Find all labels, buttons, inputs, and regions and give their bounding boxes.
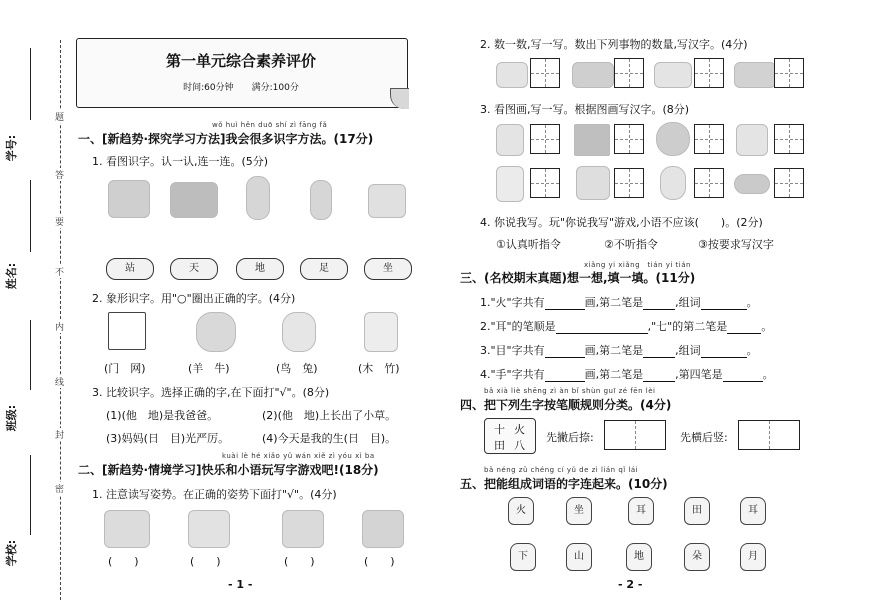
answer-blank[interactable]: [723, 369, 763, 382]
fill-item-2[interactable]: 2."耳"的笔顺是 ,"七"的第二笔是 。: [480, 320, 773, 333]
draw-box-1[interactable]: [530, 124, 560, 154]
section5-pinyin: bǎ néng zǔ chéng cí yǔ de zì lián qǐ lái: [484, 466, 639, 474]
answer-blank[interactable]: [727, 321, 761, 334]
category-label-2: 先横后竖:: [680, 431, 728, 444]
fill-item-text: ,组词: [675, 344, 701, 357]
fill-item-4[interactable]: 4."手"字共有 画,第二笔是 ,第四笔是 。: [480, 368, 774, 381]
word-jar-top[interactable]: 耳: [740, 497, 766, 525]
word-jar-bottom[interactable]: 月: [740, 543, 766, 571]
draw-box-7[interactable]: [694, 168, 724, 198]
fill-item-text: 1."火"字共有: [480, 296, 545, 309]
fill-item-text: 3."目"字共有: [480, 344, 545, 357]
fill-item-text: ,第四笔是: [675, 368, 723, 381]
q4-option[interactable]: ③按要求写汉字: [698, 238, 774, 251]
word-jar-top[interactable]: 田: [684, 497, 710, 525]
q3-item[interactable]: (1)(他 地)是我爸爸。: [106, 409, 219, 422]
word-jar-top[interactable]: 火: [508, 497, 534, 525]
school-label: 学校:: [5, 539, 19, 567]
seal-word: 内: [55, 320, 64, 333]
posture-answer-paren[interactable]: ( ): [364, 555, 395, 568]
answer-blank[interactable]: [545, 297, 585, 310]
count-box-1[interactable]: [530, 58, 560, 88]
posture-answer-paren[interactable]: ( ): [190, 555, 221, 568]
word-cloud-di[interactable]: 地: [236, 258, 284, 280]
draw-box-4[interactable]: [774, 124, 804, 154]
q2-option[interactable]: (羊 牛): [188, 362, 230, 375]
class-label: 班级:: [5, 404, 19, 432]
answer-blank[interactable]: [643, 297, 675, 310]
word-cloud-zu[interactable]: 足: [300, 258, 348, 280]
seal-word: 封: [55, 428, 64, 441]
page-number-1: - 1 -: [228, 578, 253, 591]
fire-picture: [576, 166, 610, 200]
earth-landscape-picture: [170, 182, 218, 218]
q2-option[interactable]: (门 网): [104, 362, 146, 375]
posture-picture-2: [188, 510, 230, 548]
char-card: [484, 418, 536, 454]
card-char: 八: [514, 439, 525, 452]
section4-heading: 四、把下列生字按笔顺规则分类。(4分): [460, 398, 672, 412]
posture-picture-4: [362, 510, 404, 548]
p2-q2-instruction: 2. 数一数,写一写。数出下列事物的数量,写汉字。(4分): [480, 38, 748, 51]
q2-option[interactable]: (鸟 兔): [276, 362, 318, 375]
hand-picture: [736, 124, 768, 156]
fill-item-text: 2."耳"的笔顺是: [480, 320, 556, 333]
word-jar-top[interactable]: 耳: [628, 497, 654, 525]
school-blank[interactable]: [30, 455, 31, 535]
q4-option[interactable]: ①认真听指令: [496, 238, 561, 251]
rabbit-picture: [282, 312, 316, 352]
word-jar-bottom[interactable]: 朵: [684, 543, 710, 571]
posture-answer-paren[interactable]: ( ): [108, 555, 139, 568]
word-cloud-tian[interactable]: 天: [170, 258, 218, 280]
category-box-1[interactable]: [604, 420, 666, 450]
eye-picture: [734, 174, 770, 194]
word-jar-bottom[interactable]: 山: [566, 543, 592, 571]
standing-child-picture: [246, 176, 270, 220]
name-blank[interactable]: [30, 180, 31, 252]
fill-item-text: 画,第二笔是: [584, 344, 644, 357]
section2-pinyin: kuài lè hé xiǎo yǔ wán xiě zì yóu xì ba: [222, 452, 375, 460]
seal-word: 题: [55, 110, 64, 123]
section4-pinyin: bǎ xià liè shēng zì àn bǐ shùn guī zé fēn lèi: [484, 387, 656, 395]
word-jar-top[interactable]: 坐: [566, 497, 592, 525]
exam-info: 时间:60分钟 满分:100分: [183, 83, 299, 93]
seal-word: 不: [55, 265, 64, 278]
answer-blank[interactable]: [643, 345, 675, 358]
card-char: 田: [494, 439, 505, 452]
category-box-2[interactable]: [738, 420, 800, 450]
count-box-2[interactable]: [614, 58, 644, 88]
answer-blank[interactable]: [643, 369, 675, 382]
section3-pinyin: xiǎng yi xiǎng tián yi tián: [584, 261, 691, 269]
sheep-picture: [196, 312, 236, 352]
card-char: 火: [514, 423, 525, 436]
person-picture: [496, 124, 524, 156]
sun-picture: [656, 122, 690, 156]
section1-heading: 一、[新趋势·探究学习方法]我会很多识字方法。(17分): [78, 132, 374, 146]
seal-word: 答: [55, 168, 64, 181]
feet-picture: [368, 184, 406, 218]
student-id-blank[interactable]: [30, 48, 31, 120]
seal-word: 要: [55, 215, 64, 228]
fill-item-text: ,组词: [675, 296, 701, 309]
word-cloud-zhan[interactable]: 站: [106, 258, 154, 280]
section5-heading: 五、把能组成词语的字连起来。(10分): [460, 477, 668, 491]
draw-box-2[interactable]: [614, 124, 644, 154]
section1-pinyin: wǒ huì hěn duō shí zì fāng fǎ: [212, 121, 328, 129]
draw-box-3[interactable]: [694, 124, 724, 154]
word-jar-bottom[interactable]: 地: [626, 543, 652, 571]
answer-blank[interactable]: [556, 321, 648, 334]
card-char: 十: [494, 423, 505, 436]
fruits-picture: [734, 62, 776, 88]
ear-picture: [660, 166, 686, 200]
bamboo-picture: [364, 312, 398, 352]
q1-instruction: 1. 看图识字。认一认,连一连。(5分): [92, 155, 269, 168]
fill-item-text: 画,第二笔是: [584, 296, 644, 309]
posture-answer-paren[interactable]: ( ): [284, 555, 315, 568]
answer-blank[interactable]: [701, 297, 747, 310]
page-number-2: - 2 -: [618, 578, 643, 591]
q4-option[interactable]: ②不听指令: [604, 238, 658, 251]
fill-item-text: 画,第二笔是: [584, 368, 644, 381]
draw-box-6[interactable]: [614, 168, 644, 198]
class-blank[interactable]: [30, 320, 31, 390]
q3-item[interactable]: (3)妈妈(日 目)光严厉。: [106, 432, 230, 445]
name-label: 姓名:: [5, 262, 19, 290]
category-label-1: 先撇后捺:: [546, 431, 594, 444]
word-jar-bottom[interactable]: 下: [510, 543, 536, 571]
answer-blank[interactable]: [701, 345, 747, 358]
student-id-label: 学号:: [5, 134, 19, 162]
sec2-q1-instruction: 1. 注意读写姿势。在正确的姿势下面打"√"。(4分): [92, 488, 337, 501]
net-picture: [108, 312, 146, 350]
apples-picture: [496, 62, 528, 88]
q3-item[interactable]: (2)(他 地)上长出了小草。: [262, 409, 397, 422]
title-box: [76, 38, 408, 108]
answer-blank[interactable]: [545, 369, 585, 382]
count-box-3[interactable]: [694, 58, 724, 88]
fill-item-3[interactable]: 3."目"字共有 画,第二笔是 ,组词 。: [480, 344, 758, 357]
p2-q4-instruction: 4. 你说我写。玩"你说我写"游戏,小语不应该( )。(2分): [480, 216, 763, 229]
sprout-picture: [496, 166, 524, 202]
sun-mountain-picture: [108, 180, 150, 218]
seal-word: 密: [55, 482, 64, 495]
sitting-girl-picture: [310, 180, 332, 220]
draw-box-5[interactable]: [530, 168, 560, 198]
seal-word: 线: [55, 375, 64, 388]
section2-heading: 二、[新趋势·情境学习]快乐和小语玩写字游戏吧!(18分): [78, 463, 379, 477]
q2-instruction: 2. 象形识字。用"○"圈出正确的字。(4分): [92, 292, 296, 305]
field-picture: [574, 124, 610, 156]
count-box-4[interactable]: [774, 58, 804, 88]
page-title: 第一单元综合素养评价: [165, 52, 316, 70]
p2-q3-instruction: 3. 看图画,写一写。根据图画写汉字。(8分): [480, 103, 690, 116]
posture-picture-1: [104, 510, 150, 548]
q2-option[interactable]: (木 竹): [358, 362, 400, 375]
q3-item[interactable]: (4)今天是我的生(日 目)。: [262, 432, 397, 445]
fill-item-text: ,"七"的第二笔是: [647, 320, 728, 333]
section3-heading: 三、(名校期末真题)想一想,填一填。(11分): [460, 271, 696, 285]
posture-picture-3: [282, 510, 324, 548]
answer-blank[interactable]: [545, 345, 585, 358]
balls-picture: [572, 62, 614, 88]
flowers-picture: [654, 62, 692, 88]
word-cloud-zuo[interactable]: 坐: [364, 258, 412, 280]
draw-box-8[interactable]: [774, 168, 804, 198]
fill-item-text: 4."手"字共有: [480, 368, 545, 381]
q3-instruction: 3. 比较识字。选择正确的字,在下面打"√"。(8分): [92, 386, 330, 399]
fill-item-1[interactable]: 1."火"字共有 画,第二笔是 ,组词 。: [480, 296, 758, 309]
